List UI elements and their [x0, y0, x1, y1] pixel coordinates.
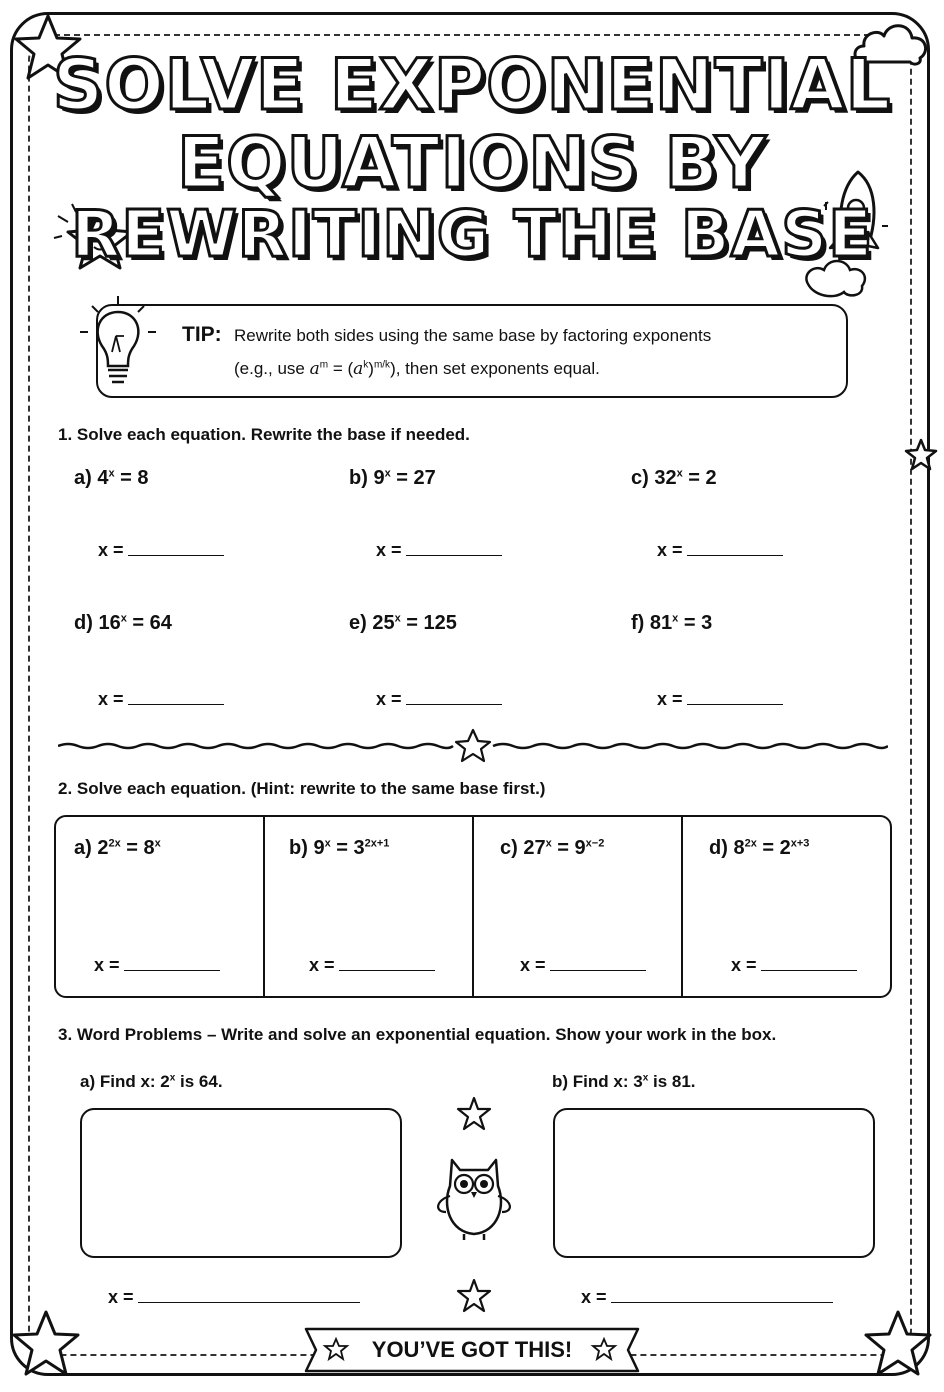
problem-2d: d) $8^{2x} = 2^{x+3}$	[709, 837, 810, 859]
title-line-1: SOLVE EXPONENTIAL	[52, 44, 892, 126]
tip-box	[96, 304, 848, 398]
star-icon	[454, 1276, 494, 1316]
banner	[296, 1325, 648, 1375]
answer-3a[interactable]: x =	[108, 1287, 360, 1308]
answer-2c[interactable]: x =	[520, 955, 646, 976]
owl-icon	[424, 1146, 524, 1246]
answer-2a[interactable]: x =	[94, 955, 220, 976]
problem-2c-cell	[474, 817, 683, 996]
word-problem-a: a) Find x: 2$^x$ is 64.	[80, 1072, 223, 1091]
problem-2a: a) $2^{2x} = 8^x$	[74, 837, 161, 859]
section-3-heading: 3. Word Problems – Write and solve an exponential equation. Show your work in the box.	[58, 1025, 777, 1044]
word-problem-b: b) Find x: 3$^x$ is 81.	[552, 1072, 696, 1091]
answer-1d[interactable]: x =	[98, 689, 224, 710]
problem-1e: e) 25$^x$ = 125	[349, 612, 457, 634]
answer-1e[interactable]: x =	[376, 689, 502, 710]
problem-1c: c) 32$^x$ = 2	[631, 467, 717, 489]
lightbulb-icon	[78, 292, 158, 392]
work-box-b[interactable]	[553, 1108, 875, 1258]
tip-line-1: Rewrite both sides using the same base by factoring exponents	[234, 326, 712, 345]
section-2-grid	[54, 815, 892, 998]
problem-2b: b) $9^x = 3^{2x+1}$	[289, 837, 390, 859]
problem-1b: b) 9$^x$ = 27	[349, 467, 436, 489]
section-1-heading: 1. Solve each equation. Rewrite the base if needed.	[58, 425, 470, 444]
problem-2d-cell	[683, 817, 890, 996]
answer-2b[interactable]: x =	[309, 955, 435, 976]
answer-1f[interactable]: x =	[657, 689, 783, 710]
banner-text: YOU’VE GOT THIS!	[371, 1337, 573, 1362]
star-icon	[6, 1304, 86, 1384]
problem-1d: d) 16$^x$ = 64	[74, 612, 172, 634]
title-line-2: EQUATIONS BY	[177, 122, 767, 204]
answer-1a[interactable]: x =	[98, 540, 224, 561]
problem-2c: c) $27^x = 9^{x-2}$	[500, 837, 605, 859]
wavy-divider	[58, 728, 888, 764]
star-icon	[454, 1094, 494, 1134]
wavy-divider-star-icon	[456, 730, 490, 761]
answer-2d[interactable]: x =	[731, 955, 857, 976]
work-box-a[interactable]	[80, 1108, 402, 1258]
problem-1f: f) 81$^x$ = 3	[631, 612, 713, 634]
answer-3b[interactable]: x =	[581, 1287, 833, 1308]
problem-1a: a) 4$^x$ = 8	[74, 467, 149, 489]
answer-1b[interactable]: x =	[376, 540, 502, 561]
star-icon	[858, 1304, 938, 1384]
star-icon	[902, 436, 940, 474]
section-2-heading: 2. Solve each equation. (Hint: rewrite to the same base first.)	[58, 779, 546, 798]
tip-label: TIP:	[182, 323, 222, 346]
title-line-3: REWRITING THE BASE	[71, 198, 873, 272]
problem-2a-cell	[56, 817, 265, 996]
tip-line-2: (e.g., use $a^m = (a^k)^{m/k}$), then set exponents equal.	[234, 359, 600, 379]
answer-1c[interactable]: x =	[657, 540, 783, 561]
problem-2b-cell	[265, 817, 474, 996]
